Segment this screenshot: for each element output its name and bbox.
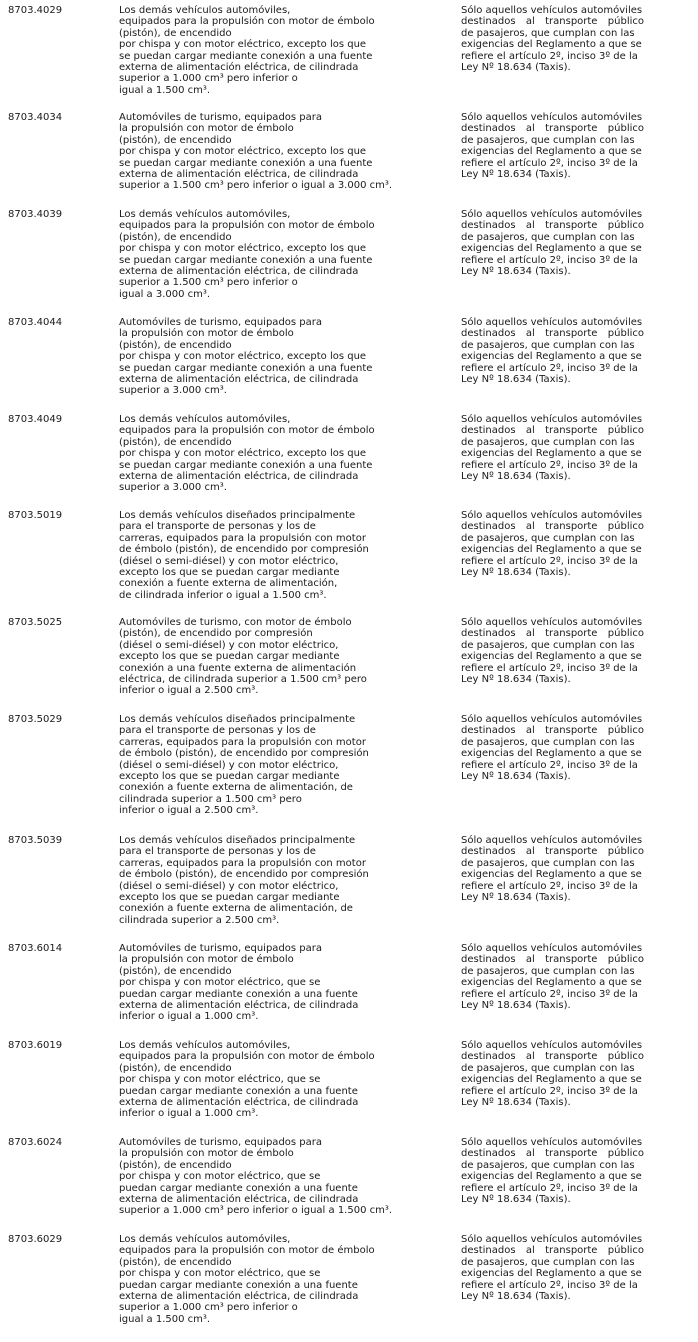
note-line: de pasajeros, que cumplan con las: [461, 1062, 635, 1074]
note-line: exigencias del Reglamento a que se: [461, 544, 642, 556]
note-line: refiere el artículo 2º, inciso 3º de la: [461, 662, 638, 674]
tariff-note: [461, 943, 644, 1011]
note-line: exigencias del Reglamento a que se: [461, 39, 642, 51]
note-line: exigencias del Reglamento a que se: [461, 1171, 642, 1183]
description-line: de émbolo (pistón), de encendido por compresión: [119, 869, 369, 881]
description-line: puedan cargar mediante conexión a una fuente: [119, 1182, 358, 1194]
note-line: Sólo aquellos vehículos automóviles: [461, 617, 643, 628]
tariff-code: 8703.5025: [8, 617, 63, 628]
note-line: refiere el artículo 2º, inciso 3º de la: [461, 988, 638, 1000]
description-line: se puedan cargar mediante conexión a una fuente: [119, 362, 373, 374]
description-line: equipados para la propulsión con motor de émbolo: [119, 220, 375, 232]
tariff-note: [461, 835, 644, 903]
description-line: carreras, equipados para la propulsión con motor: [119, 857, 366, 869]
description-line: superior a 1.500 cm³ pero inferior o: [119, 277, 298, 289]
note-line: exigencias del Reglamento a que se: [461, 869, 642, 881]
note-line: refiere el artículo 2º, inciso 3º de la: [461, 1182, 638, 1194]
description-line: excepto los que se puedan cargar mediante: [119, 892, 340, 904]
description-line: (pistón), de encendido: [119, 436, 232, 448]
description-line: excepto los que se puedan cargar mediante: [119, 567, 340, 579]
note-line: exigencias del Reglamento a que se: [461, 1268, 642, 1280]
note-line: de pasajeros, que cumplan con las: [461, 639, 635, 651]
note-line: refiere el artículo 2º, inciso 3º de la: [461, 362, 638, 374]
note-line: Ley Nº 18.634 (Taxis).: [461, 374, 571, 386]
tariff-description: [119, 317, 419, 397]
note-line: de pasajeros, que cumplan con las: [461, 1159, 635, 1171]
description-line: por chispa y con motor eléctrico, excepto los que: [119, 39, 367, 51]
note-line: Sólo aquellos vehículos automóviles: [461, 5, 643, 16]
note-line: Sólo aquellos vehículos automóviles: [461, 943, 643, 954]
description-line: conexión a fuente externa de alimentación,: [119, 578, 338, 590]
note-line: exigencias del Reglamento a que se: [461, 351, 642, 363]
note-line: refiere el artículo 2º, inciso 3º de la: [461, 254, 638, 266]
note-line: refiere el artículo 2º, inciso 3º de la: [461, 1085, 638, 1097]
note-line: refiere el artículo 2º, inciso 3º de la: [461, 459, 638, 471]
tariff-code: 8703.6024: [8, 1137, 63, 1148]
description-line: (diésel o semi-diésel) y con motor eléctrico,: [119, 759, 339, 771]
note-line: Ley Nº 18.634 (Taxis).: [461, 1097, 571, 1109]
description-line: por chispa y con motor eléctrico, que se: [119, 1074, 321, 1086]
note-line: de pasajeros, que cumplan con las: [461, 339, 635, 351]
description-line: externa de alimentación eléctrica, de cilindrada: [119, 1097, 359, 1109]
description-line: por chispa y con motor eléctrico, excepto los que: [119, 146, 367, 158]
note-line: destinados al transporte público: [461, 16, 644, 28]
description-line: igual a 1.500 cm³.: [119, 1313, 211, 1325]
description-line: cilindrada superior a 2.500 cm³.: [119, 914, 280, 926]
description-line: (pistón), de encendido: [119, 1062, 232, 1074]
note-line: exigencias del Reglamento a que se: [461, 748, 642, 760]
description-line: externa de alimentación eléctrica, de cilindrada: [119, 266, 359, 278]
description-line: externa de alimentación eléctrica, de cilindrada: [119, 374, 359, 386]
tariff-note: [461, 1234, 644, 1302]
note-line: destinados al transporte público: [461, 725, 644, 737]
note-line: destinados al transporte público: [461, 1051, 644, 1063]
description-line: externa de alimentación eléctrica, de cilindrada: [119, 471, 359, 483]
note-line: Sólo aquellos vehículos automóviles: [461, 1137, 643, 1148]
note-line: exigencias del Reglamento a que se: [461, 1074, 642, 1086]
note-line: refiere el artículo 2º, inciso 3º de la: [461, 880, 638, 892]
tariff-code: 8703.4029: [8, 5, 63, 16]
note-line: Ley Nº 18.634 (Taxis).: [461, 266, 571, 278]
description-line: externa de alimentación eléctrica, de cilindrada: [119, 1291, 359, 1303]
description-line: inferior o igual a 2.500 cm³.: [119, 685, 259, 697]
note-line: de pasajeros, que cumplan con las: [461, 965, 635, 977]
description-line: superior a 3.000 cm³.: [119, 482, 227, 494]
description-line: externa de alimentación eléctrica, de cilindrada: [119, 1194, 359, 1206]
description-line: para el transporte de personas y los de: [119, 725, 316, 737]
description-line: se puedan cargar mediante conexión a una fuente: [119, 157, 373, 169]
note-line: Sólo aquellos vehículos automóviles: [461, 714, 643, 725]
note-line: exigencias del Reglamento a que se: [461, 977, 642, 989]
note-line: destinados al transporte público: [461, 123, 644, 135]
description-line: (pistón), de encendido: [119, 1159, 232, 1171]
note-line: destinados al transporte público: [461, 328, 644, 340]
description-line: por chispa y con motor eléctrico, que se: [119, 977, 321, 989]
description-line: equipados para la propulsión con motor de émbolo: [119, 425, 375, 437]
note-line: exigencias del Reglamento a que se: [461, 448, 642, 460]
description-line: por chispa y con motor eléctrico, excepto los que: [119, 448, 367, 460]
note-line: Sólo aquellos vehículos automóviles: [461, 1234, 643, 1245]
description-line: Los demás vehículos automóviles,: [119, 414, 291, 425]
description-line: la propulsión con motor de émbolo: [119, 328, 294, 340]
tariff-code: 8703.5029: [8, 714, 63, 725]
description-line: (pistón), de encendido: [119, 27, 232, 39]
note-line: de pasajeros, que cumplan con las: [461, 436, 635, 448]
note-line: Sólo aquellos vehículos automóviles: [461, 1040, 643, 1051]
description-line: equipados para la propulsión con motor de émbolo: [119, 1245, 375, 1257]
description-line: superior a 1.500 cm³ pero inferior o igual a 3.000 cm³.: [119, 180, 393, 192]
note-line: de pasajeros, que cumplan con las: [461, 231, 635, 243]
note-line: Sólo aquellos vehículos automóviles: [461, 317, 643, 328]
description-line: para el transporte de personas y los de: [119, 846, 316, 858]
description-line: (diésel o semi-diésel) y con motor eléctrico,: [119, 880, 339, 892]
note-line: de pasajeros, que cumplan con las: [461, 857, 635, 869]
description-line: la propulsión con motor de émbolo: [119, 1148, 294, 1160]
tariff-note: [461, 510, 644, 578]
note-line: destinados al transporte público: [461, 425, 644, 437]
note-line: Ley Nº 18.634 (Taxis).: [461, 1000, 571, 1012]
tariff-description: [119, 617, 419, 697]
tariff-description: [119, 209, 419, 300]
description-line: de cilindrada inferior o igual a 1.500 cm³.: [119, 589, 327, 601]
tariff-note: [461, 1137, 644, 1205]
description-line: carreras, equipados para la propulsión con motor: [119, 532, 366, 544]
note-line: de pasajeros, que cumplan con las: [461, 532, 635, 544]
note-line: de pasajeros, que cumplan con las: [461, 27, 635, 39]
description-line: puedan cargar mediante conexión a una fuente: [119, 988, 358, 1000]
description-line: igual a 1.500 cm³.: [119, 84, 211, 96]
note-line: Ley Nº 18.634 (Taxis).: [461, 169, 571, 181]
description-line: se puedan cargar mediante conexión a una fuente: [119, 459, 373, 471]
tariff-description: [119, 1137, 419, 1217]
description-line: se puedan cargar mediante conexión a una fuente: [119, 254, 373, 266]
description-line: (diésel o semi-diésel) y con motor eléctrico,: [119, 639, 339, 651]
description-line: equipados para la propulsión con motor de émbolo: [119, 16, 375, 28]
description-line: superior a 1.000 cm³ pero inferior o: [119, 1302, 298, 1314]
note-line: refiere el artículo 2º, inciso 3º de la: [461, 759, 638, 771]
description-line: excepto los que se puedan cargar mediante: [119, 651, 340, 663]
note-line: Sólo aquellos vehículos automóviles: [461, 209, 643, 220]
note-line: exigencias del Reglamento a que se: [461, 146, 642, 158]
description-line: la propulsión con motor de émbolo: [119, 123, 294, 135]
note-line: Ley Nº 18.634 (Taxis).: [461, 1194, 571, 1206]
tariff-code: 8703.6019: [8, 1040, 63, 1051]
description-line: la propulsión con motor de émbolo: [119, 954, 294, 966]
tariff-code: 8703.4044: [8, 317, 63, 328]
note-line: destinados al transporte público: [461, 1148, 644, 1160]
note-line: refiere el artículo 2º, inciso 3º de la: [461, 555, 638, 567]
note-line: refiere el artículo 2º, inciso 3º de la: [461, 50, 638, 62]
tariff-description: [119, 414, 419, 494]
description-line: puedan cargar mediante conexión a una fuente: [119, 1279, 358, 1291]
tariff-note: [461, 617, 644, 685]
note-line: Sólo aquellos vehículos automóviles: [461, 510, 643, 521]
description-line: Los demás vehículos diseñados principalmente: [119, 714, 356, 725]
description-line: (pistón), de encendido: [119, 231, 232, 243]
tariff-note: [461, 5, 644, 73]
note-line: Sólo aquellos vehículos automóviles: [461, 112, 643, 123]
note-line: destinados al transporte público: [461, 954, 644, 966]
note-line: destinados al transporte público: [461, 521, 644, 533]
tariff-description: [119, 943, 419, 1023]
description-line: conexión a una fuente externa de alimentación: [119, 662, 357, 674]
description-line: (pistón), de encendido: [119, 965, 232, 977]
description-line: Automóviles de turismo, equipados para: [119, 1137, 323, 1148]
note-line: de pasajeros, que cumplan con las: [461, 1256, 635, 1268]
tariff-description: [119, 5, 419, 96]
description-line: puedan cargar mediante conexión a una fuente: [119, 1085, 358, 1097]
tariff-code: 8703.5039: [8, 835, 63, 846]
tariff-code: 8703.6029: [8, 1234, 63, 1245]
description-line: para el transporte de personas y los de: [119, 521, 316, 533]
tariff-note: [461, 112, 644, 180]
description-line: Los demás vehículos diseñados principalmente: [119, 835, 356, 846]
tariff-code: 8703.5019: [8, 510, 63, 521]
description-line: de émbolo (pistón), de encendido por compresión: [119, 748, 369, 760]
description-line: por chispa y con motor eléctrico, que se: [119, 1268, 321, 1280]
tariff-description: [119, 1040, 419, 1120]
description-line: Automóviles de turismo, equipados para: [119, 317, 323, 328]
description-line: carreras, equipados para la propulsión con motor: [119, 736, 366, 748]
note-line: exigencias del Reglamento a que se: [461, 651, 642, 663]
description-line: de émbolo (pistón), de encendido por compresión: [119, 544, 369, 556]
note-line: de pasajeros, que cumplan con las: [461, 134, 635, 146]
description-line: equipados para la propulsión con motor de émbolo: [119, 1051, 375, 1063]
description-line: eléctrica, de cilindrada superior a 1.500 cm³ pero: [119, 674, 367, 686]
tariff-note: [461, 209, 644, 277]
description-line: inferior o igual a 1.000 cm³.: [119, 1011, 259, 1023]
note-line: Ley Nº 18.634 (Taxis).: [461, 674, 571, 686]
description-line: Los demás vehículos automóviles,: [119, 209, 291, 220]
description-line: Automóviles de turismo, con motor de émbolo: [119, 617, 352, 628]
description-line: externa de alimentación eléctrica, de cilindrada: [119, 62, 359, 74]
description-line: (pistón), de encendido: [119, 134, 232, 146]
tariff-description: [119, 835, 419, 926]
tariff-note: [461, 714, 644, 782]
description-line: (diésel o semi-diésel) y con motor eléctrico,: [119, 555, 339, 567]
note-line: destinados al transporte público: [461, 220, 644, 232]
tariff-code: 8703.4039: [8, 209, 63, 220]
tariff-code: 8703.4034: [8, 112, 63, 123]
note-line: Ley Nº 18.634 (Taxis).: [461, 1291, 571, 1303]
note-line: Ley Nº 18.634 (Taxis).: [461, 892, 571, 904]
description-line: externa de alimentación eléctrica, de cilindrada: [119, 169, 359, 181]
description-line: Los demás vehículos automóviles,: [119, 1040, 291, 1051]
note-line: Ley Nº 18.634 (Taxis).: [461, 62, 571, 74]
description-line: por chispa y con motor eléctrico, excepto los que: [119, 243, 367, 255]
tariff-code: 8703.4049: [8, 414, 63, 425]
description-line: Automóviles de turismo, equipados para: [119, 112, 323, 123]
description-line: conexión a fuente externa de alimentación, de: [119, 903, 353, 915]
description-line: inferior o igual a 1.000 cm³.: [119, 1108, 259, 1120]
description-line: Los demás vehículos automóviles,: [119, 1234, 291, 1245]
note-line: refiere el artículo 2º, inciso 3º de la: [461, 157, 638, 169]
description-line: conexión a fuente externa de alimentación, de: [119, 782, 353, 794]
tariff-note: [461, 317, 644, 385]
note-line: exigencias del Reglamento a que se: [461, 243, 642, 255]
note-line: refiere el artículo 2º, inciso 3º de la: [461, 1279, 638, 1291]
description-line: (pistón), de encendido por compresión: [119, 628, 313, 640]
description-line: inferior o igual a 2.500 cm³.: [119, 805, 259, 817]
description-line: se puedan cargar mediante conexión a una fuente: [119, 50, 373, 62]
note-line: Ley Nº 18.634 (Taxis).: [461, 567, 571, 579]
tariff-description: [119, 1234, 419, 1325]
tariff-note: [461, 414, 644, 482]
note-line: Ley Nº 18.634 (Taxis).: [461, 771, 571, 783]
description-line: superior a 3.000 cm³.: [119, 385, 227, 397]
description-line: cilindrada superior a 1.500 cm³ pero: [119, 793, 302, 805]
description-line: excepto los que se puedan cargar mediante: [119, 771, 340, 783]
description-line: (pistón), de encendido: [119, 339, 232, 351]
note-line: Sólo aquellos vehículos automóviles: [461, 835, 643, 846]
tariff-code: 8703.6014: [8, 943, 63, 954]
description-line: Automóviles de turismo, equipados para: [119, 943, 323, 954]
note-line: Ley Nº 18.634 (Taxis).: [461, 471, 571, 483]
description-line: igual a 3.000 cm³.: [119, 288, 211, 300]
note-line: destinados al transporte público: [461, 1245, 644, 1257]
description-line: por chispa y con motor eléctrico, excepto los que: [119, 351, 367, 363]
tariff-description: [119, 112, 419, 192]
description-line: externa de alimentación eléctrica, de cilindrada: [119, 1000, 359, 1012]
tariff-description: [119, 714, 419, 817]
description-line: superior a 1.000 cm³ pero inferior o igual a 1.500 cm³.: [119, 1205, 393, 1217]
note-line: destinados al transporte público: [461, 628, 644, 640]
description-line: Los demás vehículos automóviles,: [119, 5, 291, 16]
description-line: superior a 1.000 cm³ pero inferior o: [119, 73, 298, 85]
note-line: Sólo aquellos vehículos automóviles: [461, 414, 643, 425]
description-line: por chispa y con motor eléctrico, que se: [119, 1171, 321, 1183]
description-line: Los demás vehículos diseñados principalmente: [119, 510, 356, 521]
note-line: de pasajeros, que cumplan con las: [461, 736, 635, 748]
note-line: destinados al transporte público: [461, 846, 644, 858]
description-line: (pistón), de encendido: [119, 1256, 232, 1268]
tariff-note: [461, 1040, 644, 1108]
tariff-description: [119, 510, 419, 601]
